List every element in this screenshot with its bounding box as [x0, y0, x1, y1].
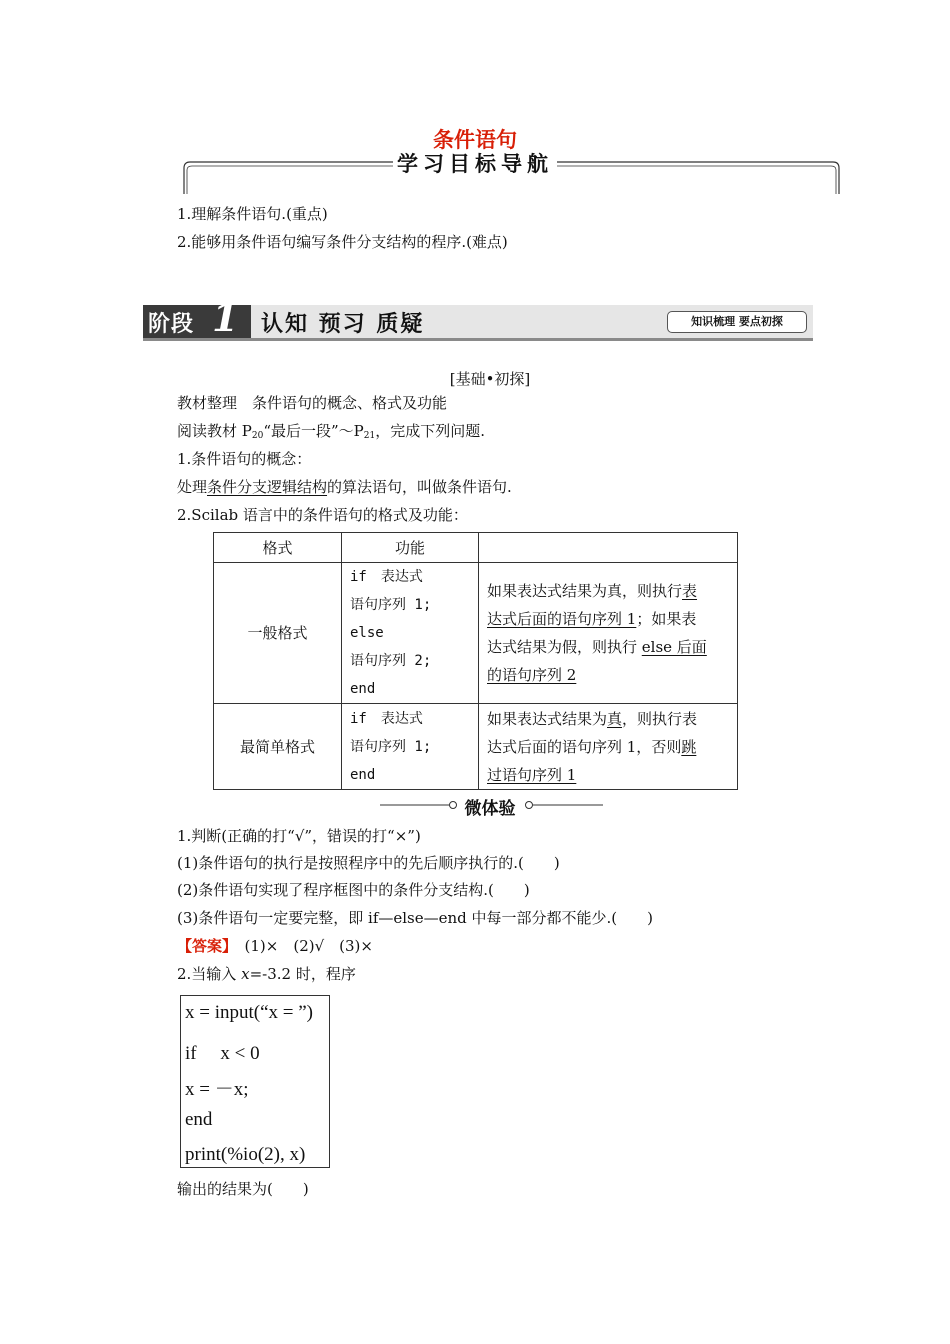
program-line: print(%io(2), x): [185, 1144, 306, 1165]
question-1-item: (3)条件语句一定要完整，即 if—else—end 中每一部分都不能少.( ): [177, 909, 653, 927]
q2-variable: x: [241, 965, 250, 983]
reading-page-1: 20: [251, 431, 264, 441]
code-line: if 表达式: [350, 710, 423, 727]
question-1-item: (1)条件语句的执行是按照程序中的先后顺序执行的.( ): [177, 854, 560, 872]
mini-title: 微体验: [464, 799, 516, 819]
concept-post: 的算法语句，叫做条件语句.: [327, 478, 512, 496]
func-blank: 跳: [681, 737, 697, 756]
program-code-box: [180, 995, 330, 1168]
func-text: ，则执行表: [622, 709, 698, 728]
stage-badge: 知识梳理 要点初探: [667, 311, 807, 333]
program-line: x = －x;: [185, 1079, 249, 1100]
stage-label: 阶段: [148, 312, 195, 337]
reading-page-2: 21: [363, 431, 376, 441]
table-header-blank: [479, 533, 738, 563]
question-1-item: (2)条件语句实现了程序框图中的条件分支结构.( ): [177, 881, 530, 899]
stage-title: 认知 预习 质疑: [261, 312, 425, 337]
table-row: [214, 563, 738, 704]
row1-name: 一般格式: [214, 563, 342, 704]
func-blank: 达式后面的语句序列 1: [487, 610, 637, 628]
objective-2: 2.能够用条件语句编写条件分支结构的程序.(难点): [177, 233, 508, 251]
func-text: ；如果表: [636, 610, 697, 628]
code-line: 语句序列 1;: [350, 597, 432, 613]
question-1: 1.判断(正确的打“√”，错误的打“×”): [177, 827, 421, 845]
func-text: 达式后面的语句序列 1，否则: [487, 737, 682, 756]
format-table: [213, 532, 738, 790]
func-blank: 表: [682, 582, 698, 600]
table-header-function: 功能: [342, 533, 479, 563]
reading-post: ，完成下列问题.: [375, 422, 485, 440]
answer-text: (1)× (2)√ (3)×: [244, 937, 373, 955]
row1-function: [479, 563, 738, 704]
row2-function: [479, 704, 738, 790]
func-text: 达式结果为假，则执行: [487, 638, 642, 656]
concept-heading: 1.条件语句的概念：: [177, 450, 312, 468]
concept-blank: 条件分支逻辑结构: [207, 478, 328, 496]
program-line: end: [185, 1109, 213, 1130]
concept-line: [177, 477, 512, 497]
table-row: [214, 704, 738, 790]
func-blank: else 后面: [641, 638, 707, 656]
code-line: 语句序列 1;: [350, 738, 432, 755]
section-tag: [基础•初探]: [449, 370, 531, 388]
func-blank: 过语句序列 1: [487, 765, 577, 784]
nav-title-text: 学习目标导航: [393, 152, 557, 176]
code-line: end: [350, 681, 376, 697]
reading-pre: 阅读教材 P: [177, 422, 252, 440]
concept-pre: 处理: [177, 478, 208, 496]
q2-pre: 2.当输入: [177, 965, 242, 983]
code-line: else: [350, 625, 384, 641]
func-blank: 的语句序列 2: [487, 666, 577, 684]
objective-1: 1.理解条件语句.(重点): [177, 205, 328, 223]
table-header-row: [214, 533, 738, 563]
topic-line: 教材整理 条件语句的概念、格式及功能: [177, 394, 448, 412]
program-line: if x < 0: [185, 1043, 260, 1064]
row1-code: [342, 563, 479, 704]
func-blank: 真: [607, 709, 623, 728]
format-heading: 2.Scilab 语言中的条件语句的格式及功能：: [177, 506, 468, 524]
question-2-end: 输出的结果为( ): [177, 1180, 309, 1198]
stage-number: 1: [212, 295, 239, 340]
q2-post: =-3.2 时，程序: [249, 965, 356, 983]
answer-line: [177, 936, 373, 956]
row2-name: 最简单格式: [214, 704, 342, 790]
code-line: 语句序列 2;: [350, 653, 432, 669]
row2-code: [342, 704, 479, 790]
document-title: 条件语句: [433, 128, 517, 152]
answer-label: 【答案】: [177, 937, 230, 955]
reading-mid: “最后一段”～P: [263, 422, 364, 440]
func-text: 如果表达式结果为真，则执行: [487, 582, 683, 600]
table-header-format: 格式: [214, 533, 342, 563]
code-line: end: [350, 766, 376, 783]
func-text: 如果表达式结果为: [487, 709, 608, 728]
reading-line: [177, 421, 485, 446]
program-line: x = input(“x = ”): [185, 1002, 314, 1023]
nav-title: [0, 148, 950, 178]
question-2: [177, 964, 356, 984]
code-line: if 表达式: [350, 569, 423, 585]
